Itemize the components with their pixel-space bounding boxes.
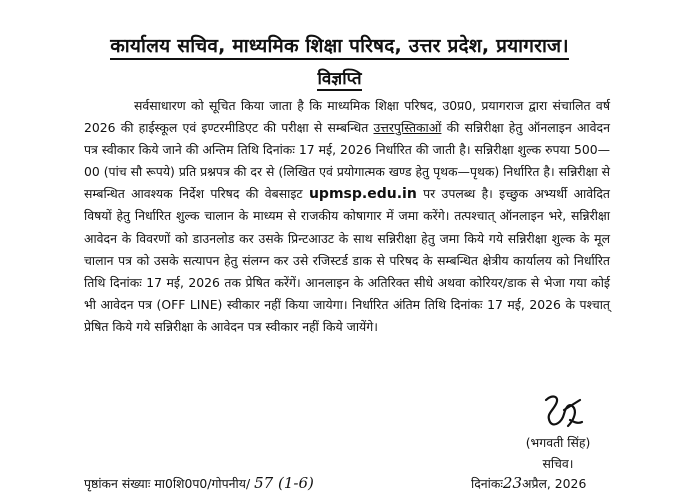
notice-heading-text: विज्ञप्ति (317, 69, 362, 89)
signer-designation: सचिव। (542, 456, 574, 471)
date-line (471, 474, 586, 492)
office-heading-text: कार्यालय सचिव, माध्यमिक शिक्षा परिषद, उत्तर प्रदेश, प्रयागराज। (110, 35, 569, 60)
notice-body (84, 95, 610, 338)
office-heading (0, 32, 679, 58)
date-month-year: अप्रैल, 2026 (522, 476, 587, 491)
body-segment-1: सर्वसाधारण को सूचित किया जाता है कि माध्यमिक शिक्षा परिषद, उ0प्र0, प्रयागराज द्वारा संचालित वर्ष 2026 की हाईस्कूल एवं इण्टरमीडिएट की परीक्षा से सम्बन्धित (84, 98, 610, 136)
body-segment-3: पर उपलब्ध है। इच्छुक अभ्यर्थी आवेदित विषयों हेतु निर्धारित शुल्क चालान के माध्यम से राजकीय कोषागार में जमा करेंगे। तत्पश्चात् ऑनलाइन भरे, सन्निरीक्षा आवेदन के विवरणों को डाउनलोड कर उसके प्रिन्टआउट के साथ सन्निरीक्षा हेतु जमा किये गये सन्निरीक्षा शुल्क के मूल चालान पत्र को उसके सत्यापन हेतु संलग्न कर उसे रजिस्टर्ड डाक से परिषद के सम्बन्धित क्षेत्रीय कार्यालय को निर्धारित तिथि दिनांकः 17 मई, 2026 तक प्रेषित करेंगें। आनलाइन के अतिरिक्त सीधे अथवा कोरियर/डाक से भेजा गया कोई भी आवेदन पत्र (OFF LINE) स्वीकार नहीं किया जायेगा। निर्धारित अंतिम तिथि दिनांकः 17 मई, 2026 के पश्चात् प्रेषित किये गये सन्निरीक्षा के आवेदन पत्र स्वीकार नहीं किये जायेंगे। (84, 186, 610, 334)
date-day: 23 (502, 474, 522, 492)
body-segment-2: की सन्निरीक्षा हेतु ऑनलाइन आवेदन पत्र स्वीकार किये जाने की अन्तिम तिथि दिनांकः 17 मई, 2026 निर्धारित की जाती है। सन्निरीक्षा शुल्क रुपया 500—00 (पांच सौ रूपये) प्रति प्रश्नपत्र की दर से (लिखित एवं प्रयोगात्मक खण्ड हेतु पृथक—पृथक) निर्धारित है। सन्निरीक्षा से सम्बन्धित आवश्यक निर्देश परिषद की वेबसाइट (84, 120, 610, 202)
reference-line (84, 474, 314, 492)
reference-number: 57 (1-6) (254, 474, 314, 492)
signer-name: (भगवती सिंह) (525, 435, 591, 450)
notice-heading (0, 66, 679, 89)
reference-label: पृष्ठांकन संख्याः मा0शि0प0/गोपनीय/ (84, 476, 251, 491)
signature-mark (540, 392, 584, 432)
date-label: दिनांकः (471, 476, 503, 491)
body-underlined-word: उत्तरपुस्तिकाओं (373, 120, 442, 136)
website-link[interactable]: upmsp.edu.in (308, 186, 417, 203)
